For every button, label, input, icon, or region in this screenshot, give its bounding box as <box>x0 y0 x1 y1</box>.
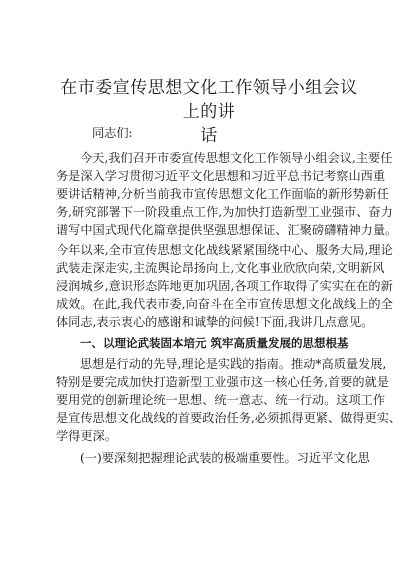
greeting: 同志们: <box>92 126 133 140</box>
paragraph-2-line: 特别是要完成加快打造新型工业强市这一核心任务,首要的就是 <box>56 375 389 389</box>
paragraph-2-line: 学得更深。 <box>56 429 117 443</box>
paragraph-1-line: 今年以来,全市宣传思想文化战线紧紧围绕中心、服务大局,理论 <box>56 243 393 257</box>
paragraph-3-line: (一)要深刻把握理论武装的极端重要性。习近平文化思 <box>80 451 370 465</box>
paragraph-1-line: 武装走深走实,主流舆论昂扬向上,文化事业欣欣向荣,文明新风 <box>56 261 385 275</box>
title-line-2: 话 <box>200 126 218 146</box>
paragraph-2-line: 要用党的创新理论统一思想、统一意志、统一行动。这项工作 <box>56 393 386 407</box>
paragraph-2-line: 思想是行动的先导,理论是实践的指南。推动*高质量发展, <box>80 357 387 371</box>
section-heading: 一、以理论武装固本培元 筑牢高质量发展的思想根基 <box>80 336 349 350</box>
paragraph-1-line: 要讲话精神,分析当前我市宣传思想文化工作面临的新形势新任 <box>56 187 389 201</box>
paragraph-1-line: 今天,我们召开市委宣传思想文化工作领导小组会议,主要任 <box>80 151 393 165</box>
paragraph-1-line: 浸润城乡,意识形态阵地更加巩固,各项工作取得了实实在在的新 <box>56 279 393 293</box>
paragraph-1-line: 谱写中国式现代化篇章提供坚强思想保证、汇聚磅礴精神力量。 <box>56 223 398 237</box>
paragraph-2-line: 是宣传思想文化战线的首要政治任务,必须抓得更紧、做得更实、 <box>56 411 402 425</box>
paragraph-1-line: 体同志,表示衷心的感谢和诚挚的问候!下面,我讲几点意见。 <box>56 315 374 329</box>
title-line-1: 在市委宣传思想文化工作领导小组会议上的讲 <box>60 78 358 122</box>
paragraph-1-line: 务,研究部署下一阶段重点工作,为加快打造新型工业强市、奋力 <box>56 205 393 219</box>
paragraph-1-line: 成效。在此,我代表市委,向奋斗在全市宣传思想文化战线上的全 <box>56 297 393 311</box>
paragraph-1-line: 务是深入学习贯彻习近平文化思想和习近平总书记考察山西重 <box>56 169 386 183</box>
